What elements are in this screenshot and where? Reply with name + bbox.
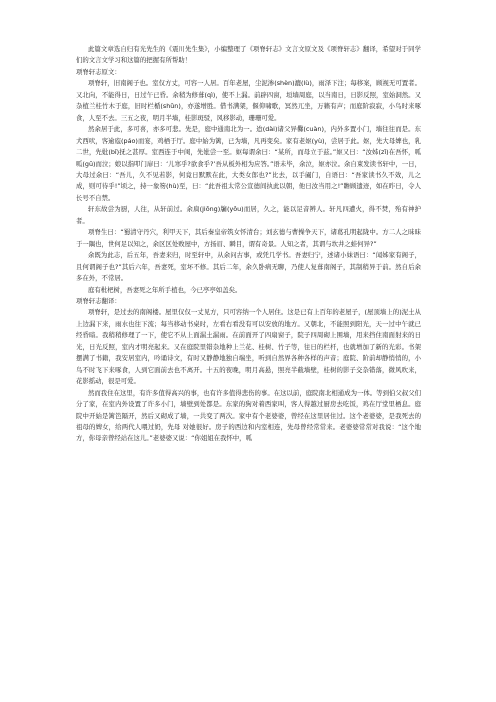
translation-heading: 项脊轩志翻译： [76,296,121,305]
translation-paragraph: 项脊轩，是过去的南阁楼。屋里仅仅一丈见方，只可容纳一个人居住。这是已有上百年的老屋子，(屋顶墙上的)泥土从上边漏下来，雨水也往下流；每当移动书桌时，左看右看没有可以安放的地方。又朝北，不能照到阳光，天一过中午就已经昏暗。我稍稍修理了一下，使它不从上面漏土漏雨。在前面开了四扇窗子，院子四周砌上围墙，用来挡住南面射来的日光，日光反照，室内才明亮起来。又在庭院里错杂地种上兰花、桂树、竹子等，往日的栏杆，也就增加了新的光彩。书架摆满了书籍，我安居室内，吟诵诗文，有时又静静地独自端坐，听到自然界各种各样的声音；庭院、阶前却静悄悄的，小鸟不时飞下来啄食，人到它面前去也不离开。十五的夜晚，明月高悬，照亮半截墙壁，桂树的影子交杂错落，微风吹来，花影摇动，很是可爱。 [76,308,421,386]
original-paragraph: 项脊生曰：“蜀清守丹穴，利甲天下，其后秦皇帝筑女怀清台；刘玄德与曹操争天下，诸葛孔明起陇中。方二人之昧昧于一隅也，世何足以知之，余区区处败屋中，方扬眉、瞬目，谓有奇景。人知之者，其谓与坎井之蛙何异?” [76,228,421,248]
original-paragraph: 项脊轩，旧南阁子也。室仅方丈，可容一人居。百年老屋，尘泥渗(shèn)漉(lù)，雨泽下注；每移案，顾视无可置者。又北向，不能得日，日过午已昏。余稍为修葺(qì)，使不上漏。前辟四窗，垣墙周庭，以当南日，日影反照，室始洞然。又杂植兰桂竹木于庭，旧时栏楯(shǔn)，亦遂增胜。借书满架，偃仰啸歌，冥然兀坐，万籁有声；而庭阶寂寂，小鸟时来啄食，人至不去。三五之夜，明月半墙，桂影斑驳，风移影动，珊珊可爱。 [76,79,421,122]
document-body [76,44,421,445]
original-heading: 项脊轩志原文： [76,67,121,76]
original-paragraph: 轩东故尝为厨，人往，从轩前过。余扃(jiōng)牖(yǒu)而居，久之，能以足音辨人。轩凡四遭火，得不焚，殆有神护者。 [76,205,421,225]
intro-paragraph: 此篇文章选自归有光先生的《震川先生集》，小编整理了《项脊轩志》文言文原文及《项脊轩志》翻译，希望对于同学们的文言文学习和这篇的把握有所帮助！ [76,45,421,65]
original-paragraph: 庭有枇杷树，吾妻死之年所手植也，今已亭亭如盖矣。 [88,285,242,294]
original-paragraph: 然余居于此，多可喜，亦多可悲。先是，庭中通南北为一。迨(dài)诸父异爨(cuàn)，内外多置小门，墙往往而是。东犬西吠，客逾庖(páo)而宴，鸡栖于厅。庭中始为篱，已为墙，凡再变矣。家有老妪(yù)，尝居于此。妪，先大母婢也，乳二世，先妣(bǐ)抚之甚厚。室西连于中闺，先妣尝一至。妪每谓余曰：“某所，而母立于兹。”妪又曰：“汝姊(zǐ)在吾怀，呱呱(gū)而泣；娘以指叩门扉曰：‘儿寒乎?欲食乎?’吾从板外相为应答。”语未毕，余泣，妪亦泣。余自束发读书轩中，一日，大母过余曰：“吾儿，久不见若影，何竟日默默在此，大类女郎也?”比去，以手阖门，自语曰：“吾家读书久不效，儿之成，则可待乎!”顷之，持一象笏(hù)至，曰：“此吾祖太常公宣德间执此以朝，他日汝当用之!”瞻顾遗迹，如在昨日，令人长号不自禁。 [76,125,421,202]
translation-paragraph: 然而我住在这里，有许多值得高兴的事，也有许多值得悲伤的事。在这以前，庭院南北相通成为一体。等到伯父叔父们分了家，在室内外设置了许多小门，墙壁到处都是。东家的狗对着西家叫，客人得越过厨房去吃饭，鸡在厅堂里栖息。庭院中开始是篱笆隔开，然后又砌成了墙，一共变了两次。家中有个老婆婆，曾经在这里居住过。这个老婆婆，是我死去的祖母的婢女，给两代人喂过奶，先母 对她很好。房子的西边和内室相连，先母曾经常常来。老婆婆常常对我说：“这个地方，你母亲曾经站在这儿。”老婆婆又说：“你姐姐在我怀中，呱 [76,388,421,443]
original-paragraph: 余既为此志，后五年，吾妻来归，时至轩中，从余问古事，或凭几学书。吾妻归宁，述诸小妹语曰：“闻姊家有阁子，且何谓阁子也?”其后六年，吾妻死，室坏不修。其后二年，余久卧病无聊，乃使人复葺南阁子，其制稍异于前。然自后余多在外，不常居。 [76,251,421,283]
